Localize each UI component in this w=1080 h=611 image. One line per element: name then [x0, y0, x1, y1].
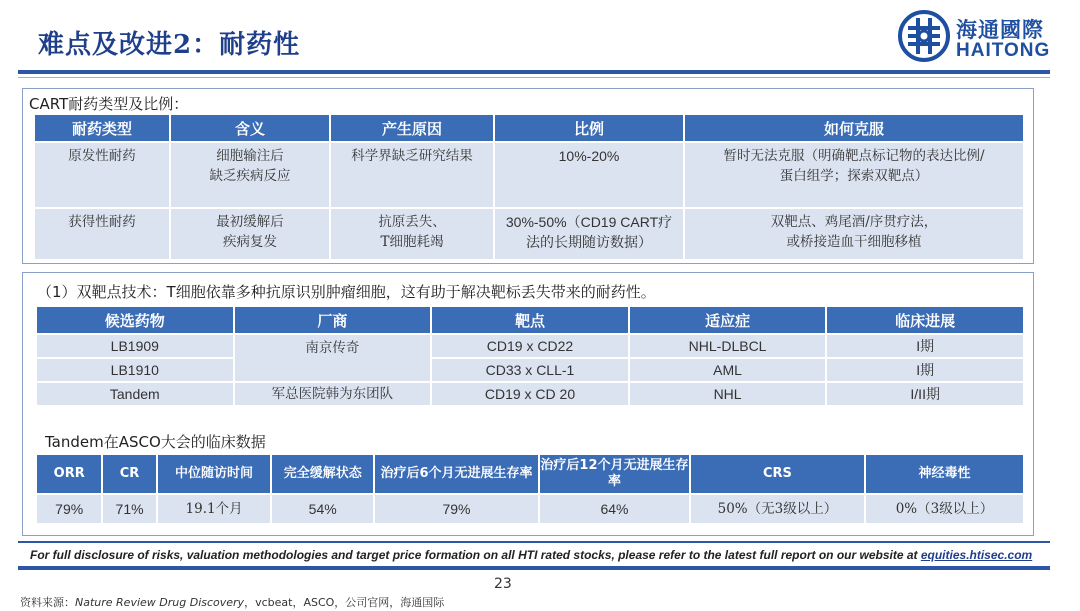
column-header: 产生原因 — [331, 115, 493, 141]
resistance-type: 原发性耐药 — [35, 143, 169, 207]
source-journal: Nature Review Drug Discovery — [75, 596, 245, 609]
table-header-row — [35, 115, 1023, 141]
haitong-logo-icon — [898, 10, 950, 62]
pfs-6m-value: 79% — [375, 495, 538, 523]
column-header: 耐药类型 — [35, 115, 169, 141]
crs-value: 50%（无3级以上） — [691, 495, 864, 523]
logo-chinese-name: 海通國際 — [956, 18, 1044, 42]
column-header: 中位随访时间 — [158, 455, 271, 493]
source-rest: ，vcbeat，ASCO，公司官网，海通国际 — [244, 596, 445, 609]
clinical-data-subtitle: Tandem在ASCO大会的临床数据 — [45, 433, 266, 451]
page-number: 23 — [494, 576, 512, 592]
vendor-cell: 军总医院韩为东团队 — [235, 383, 431, 405]
column-header: 厂商 — [235, 307, 431, 333]
column-header: 治疗后12个月无进展生存率 — [540, 455, 689, 493]
column-header: 比例 — [495, 115, 683, 141]
section1-title: CART耐药类型及比例： — [29, 95, 189, 113]
cr-value: 71% — [103, 495, 155, 523]
stage-cell: I期 — [827, 335, 1023, 357]
table-header-row — [37, 307, 1023, 333]
column-header: 治疗后6个月无进展生存率 — [375, 455, 538, 493]
column-header: 靶点 — [432, 307, 628, 333]
column-header: 神经毒性 — [866, 455, 1023, 493]
indication-cell: NHL-DLBCL — [630, 335, 826, 357]
disclosure-link[interactable]: equities.htisec.com — [920, 548, 1033, 562]
page-title: 难点及改进2：耐药性 — [38, 30, 301, 60]
complete-remission-value: 54% — [272, 495, 373, 523]
drug-cell: LB1910 — [37, 359, 233, 381]
column-header: CRS — [691, 455, 864, 493]
table-header-row — [37, 455, 1023, 493]
disclosure-text — [30, 548, 1032, 562]
overcome-cell: 双靶点、鸡尾酒/序贯疗法， 或桥接造血干细胞移植 — [685, 209, 1023, 259]
ratio-cell: 30%-50%（CD19 CART疗 法的长期随访数据） — [495, 209, 683, 259]
pfs-12m-value: 64% — [540, 495, 689, 523]
stage-cell: I期 — [827, 359, 1023, 381]
resistance-type: 获得性耐药 — [35, 209, 169, 259]
stage-cell: I/II期 — [827, 383, 1023, 405]
column-header: 适应症 — [630, 307, 826, 333]
table-row — [37, 383, 1023, 405]
table-row — [37, 359, 1023, 381]
vendor-cell: 南京传奇 — [235, 335, 431, 381]
column-header: CR — [103, 455, 155, 493]
table-row — [35, 209, 1023, 259]
meaning-cell: 细胞输注后 缺乏疾病反应 — [171, 143, 329, 207]
meaning-cell: 最初缓解后 疾病复发 — [171, 209, 329, 259]
company-logo — [898, 8, 1058, 64]
target-cell: CD19 x CD 20 — [432, 383, 628, 405]
clinical-data-table — [35, 453, 1025, 525]
drug-cell: Tandem — [37, 383, 233, 405]
column-header: 临床进展 — [827, 307, 1023, 333]
table-row — [37, 335, 1023, 357]
disclosure-body: For full disclosure of risks, valuation methodologies and target price formation on all HTI rated stocks, please refer to the latest full report on our website at — [30, 548, 921, 562]
table-row — [37, 495, 1023, 523]
footer-rule-bottom — [18, 566, 1050, 570]
dual-target-table — [35, 305, 1025, 407]
neurotoxicity-value: 0%（3级以上） — [866, 495, 1023, 523]
header-rule — [18, 70, 1050, 74]
resistance-types-box — [22, 88, 1034, 264]
table-row — [35, 143, 1023, 207]
ratio-cell: 10%-20% — [495, 143, 683, 207]
column-header: 含义 — [171, 115, 329, 141]
cause-cell: 抗原丢失、 T细胞耗竭 — [331, 209, 493, 259]
column-header: 候选药物 — [37, 307, 233, 333]
section2-title: （1）双靶点技术：T细胞依靠多种抗原识别肿瘤细胞，这有助于解决靶标丢失带来的耐药性。 — [37, 283, 656, 301]
median-followup-value: 19.1个月 — [158, 495, 271, 523]
footer-rule — [18, 541, 1050, 543]
dual-target-box — [22, 272, 1034, 536]
header-rule-thin — [18, 77, 1050, 78]
source-note — [20, 594, 444, 610]
column-header: ORR — [37, 455, 101, 493]
orr-value: 79% — [37, 495, 101, 523]
resistance-table — [33, 113, 1025, 261]
column-header: 完全缓解状态 — [272, 455, 373, 493]
overcome-cell: 暂时无法克服（明确靶点标记物的表达比例/ 蛋白组学；探索双靶点） — [685, 143, 1023, 207]
indication-cell: AML — [630, 359, 826, 381]
source-prefix: 资料来源： — [20, 596, 75, 609]
logo-english-name: HAITONG — [956, 40, 1051, 61]
indication-cell: NHL — [630, 383, 826, 405]
target-cell: CD19 x CD22 — [432, 335, 628, 357]
drug-cell: LB1909 — [37, 335, 233, 357]
target-cell: CD33 x CLL-1 — [432, 359, 628, 381]
column-header: 如何克服 — [685, 115, 1023, 141]
cause-cell: 科学界缺乏研究结果 — [331, 143, 493, 207]
